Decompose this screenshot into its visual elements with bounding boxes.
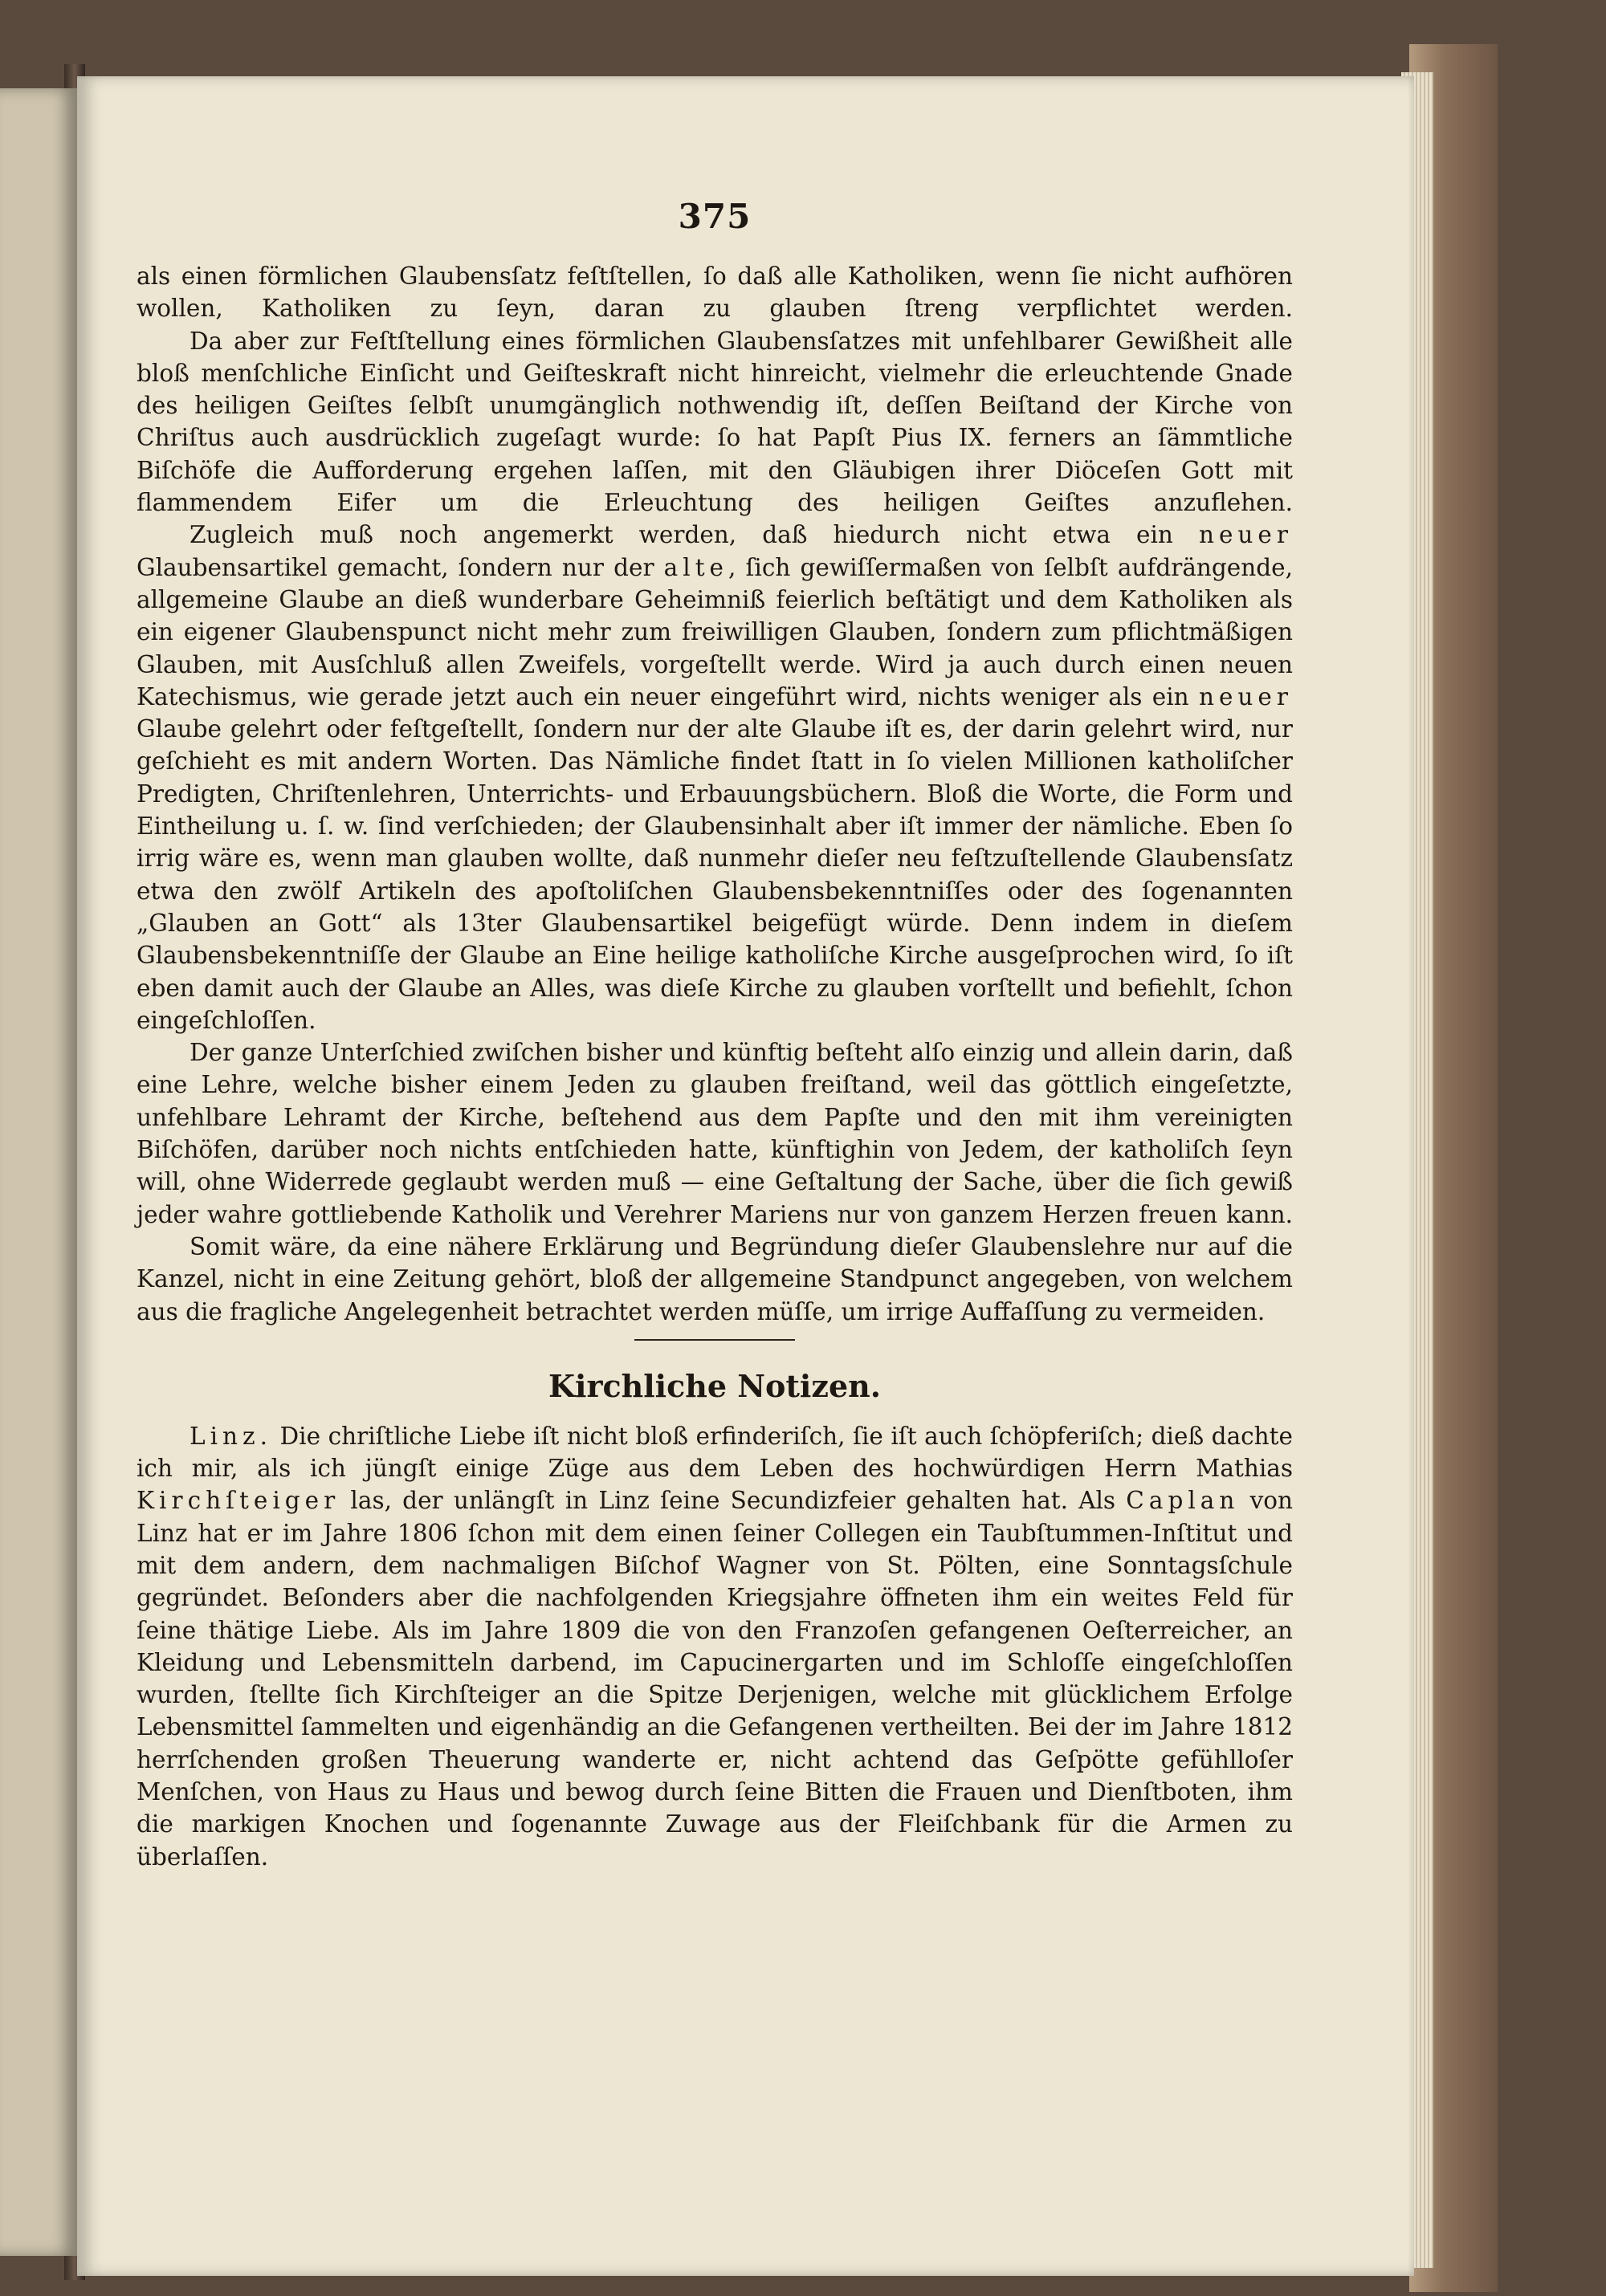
place-name: Linz. [190,1422,272,1450]
paragraph-linz-notice [137,1420,1293,1873]
paragraph-continuation: als einen förmlichen Glaubensſatz feſtſtellen, ſo daß alle Katholiken, wenn ſie nicht aufhören wollen, Katholiken zu ſeyn, daran zu glauben ſtreng verpflichtet werden. [137,263,1293,323]
emphasis-caplan: Caplan [1126,1487,1240,1515]
paragraph-dogma-clarification: Da aber zur Feſtſtellung eines förmlichen Glaubensſatzes mit unfehlbarer Gewißheit alle bloß menſchliche Einſicht und Geiſteskraft nicht hinreicht, vielmehr die erleuchtende Gnade des heiligen Geiſtes ſelbſt unumgänglich nothwendig iſt, deſſen Beiſtand der Kirche von Chriſtus auch ausdrücklich zugeſagt wurde: ſo hat Papſt Pius IX. ferners an ſämmtliche Biſchöfe die Aufforderung ergehen laſſen, mit den Gläubigen ihrer Diöceſen Gott mit flammendem Eifer um die Erleuchtung des heiligen Geiſtes anzuflehen. [137,327,1293,517]
text-run: von Linz hat er im Jahre 1806 ſchon mit dem einen ſeiner Collegen ein Taubſtummen-Inſtitut und mit dem andern, dem nachmaligen Biſchof Wagner von St. Pölten, eine Sonntagsſchule gegründet. Beſonders aber die nachfolgenden Kriegsjahre öffneten ihm ein weites Feld für ſeine thätige Liebe. Als im Jahre 1809 die von den Franzoſen gefangenen Oeſterreicher, an Kleidung und Lebensmitteln darbend, im Capucinergarten und im Schloſſe eingeſchloſſen wurden, ſtellte ſich Kirchſteiger an die Spitze Derjenigen, welche mit glücklichem Erfolge Lebensmittel ſammelten und eigenhändig an die Gefangenen vertheilten. Bei der im Jahre 1812 herrſchenden großen Theuerung wanderte er, nicht achtend das Geſpötte gefühlloſer Menſchen, von Haus zu Haus und bewog durch ſeine Bitten die Frauen und Dienſtboten, ihm die markigen Knochen und ſogenannte Zuwage aus der Fleiſchbank für die Armen zu überlaſſen. [137,1487,1293,1871]
person-name: Kirchſteiger [137,1487,340,1515]
previous-page-edge [0,88,77,2256]
text-run: las, der unlängſt in Linz ſeine Secundizfeier gehalten hat. Als [340,1487,1127,1515]
emphasis-alte: alte [663,553,729,581]
page-number: 375 [678,197,752,236]
text-run: Die chriſtliche Liebe iſt nicht bloß erfinderiſch, ſie iſt auch ſchöpferiſch; dieß dachte ich mir, als ich jüngſt einige Züge aus dem Leben des hochwürdigen Herrn Mathias [137,1422,1293,1483]
paragraph-conclusion: Somit wäre, da eine nähere Erklärung und Begründung dieſer Glaubenslehre nur auf die Kanzel, nicht in eine Zeitung gehört, bloß der allgemeine Standpunct angegeben, von welchem aus die fragliche Angelegenheit betrachtet werden müſſe, um irrige Auffaſſung zu vermeiden. [137,1232,1293,1325]
paragraph-difference: Der ganze Unterſchied zwiſchen bisher und künftig beſteht alſo einzig und allein darin, daß eine Lehre, welche bisher einem Jeden zu glauben freiſtand, weil das göttlich eingeſetzte, unfehlbare Lehramt der Kirche, beſtehend aus dem Papſte und den mit ihm vereinigten Biſchöfen, darüber noch nichts entſchieden hatte, künftighin von Jedem, der katholiſch ſeyn will, ohne Widerrede geglaubt werden muß — eine Geſtaltung der Sache, über die ſich gewiß jeder wahre gottliebende Katholik und Verehrer Mariens nur von ganzem Herzen freuen kann. [137,1039,1293,1228]
text-run: Zugleich muß noch angemerkt werden, daß hiedurch nicht etwa ein [190,521,1199,549]
text-run: Glaubensartikel gemacht, ſondern nur der [137,553,664,581]
paragraph-not-new-article [137,519,1293,1036]
book-page [77,76,1414,2276]
section-divider [634,1339,795,1341]
emphasis-neuer-2: neuer [1198,682,1293,710]
emphasis-neuer: neuer [1198,521,1293,549]
text-run: , ſich gewiſſermaßen von ſelbſt aufdrängende, allgemeine Glaube an dieß wunderbare Geheimniß feierlich beſtätigt und dem Katholiken als ein eigener Glaubenspunct nicht mehr zum freiwilligen Glauben, ſondern zum pflichtmäßigen Glauben, mit Ausſchluß allen Zweifels, vorgeſtellt werde. Wird ja auch durch einen neuen Katechismus, wie gerade jetzt auch ein neuer eingeführt wird, nichts weniger als ein [137,553,1293,710]
page-content [137,197,1293,1873]
text-run: Glaube gelehrt oder feſtgeſtellt, ſondern nur der alte Glaube iſt es, der darin gelehrt wird, nur geſchieht es mit andern Worten. Das Nämliche findet ſtatt in ſo vielen Millionen katholiſcher Predigten, Chriſtenlehren, Unterrichts- und Erbauungsbüchern. Bloß die Worte, die Form und Eintheilung u. ſ. w. ſind verſchieden; der Glaubensinhalt aber iſt immer der nämliche. Eben ſo irrig wäre es, wenn man glauben wollte, daß nunmehr dieſer neu feſtzuſtellende Glaubensſatz etwa den zwölf Artikeln des apoſtoliſchen Glaubensbekenntniſſes oder des ſogenannten „Glauben an Gott“ als 13ter Glaubensartikel beigefügt würde. Denn indem in dieſem Glaubensbekenntniſſe der Glaube an Eine heilige katholiſche Kirche ausgeſprochen wird, ſo iſt eben damit auch der Glaube an Alles, was dieſe Kirche zu glauben vorſtellt und befiehlt, ſchon eingeſchloſſen. [137,715,1293,1034]
section-heading: Kirchliche Notizen. [548,1367,881,1404]
